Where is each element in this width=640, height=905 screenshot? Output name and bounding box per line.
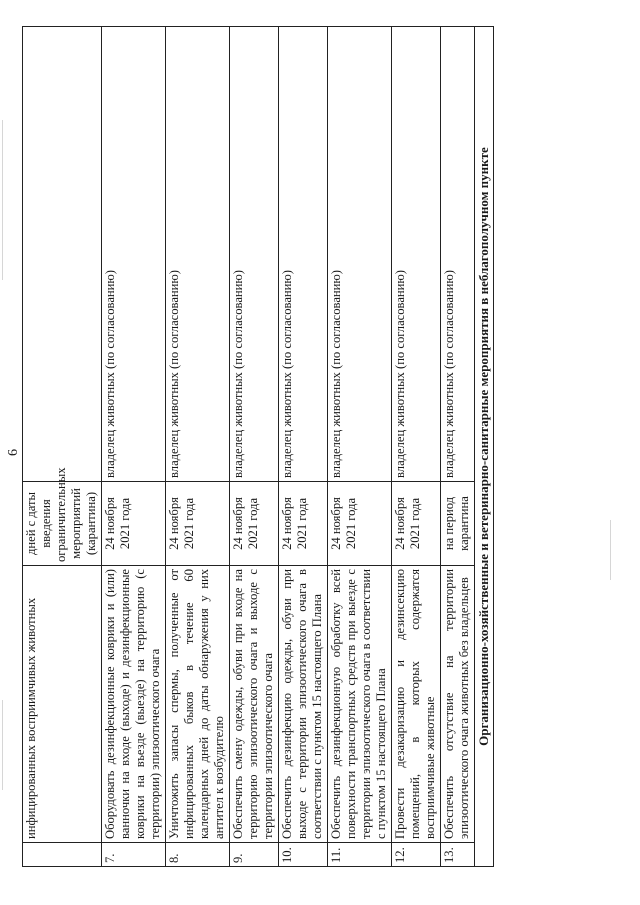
cell-number: 9. — [230, 843, 279, 867]
cell-number: 11. — [328, 843, 392, 867]
table-row — [441, 27, 475, 867]
cell-number: 10. — [279, 843, 328, 867]
cell-date: 24 ноября 2021 года — [392, 482, 441, 566]
table-row-continuation — [23, 27, 102, 867]
table-row — [166, 27, 230, 867]
cell-responsible: владелец животных (по согласованию) — [279, 27, 328, 482]
cell-number — [23, 843, 102, 867]
cell-task: инфицированных восприимчивых животных — [23, 566, 102, 843]
cell-date: 24 ноября 2021 года — [230, 482, 279, 566]
cell-task: Оборудовать дезинфекционные коврики и (или) ванночки на входе (выходе) и дезинфекционные коврики на въезде (выезде) на территорию (с территории) эпизоотического очага — [102, 566, 166, 843]
cell-number: 13. — [441, 843, 475, 867]
cell-task: Уничтожить запасы спермы, полученные от инфицированных быков в течение 60 календарных дней до даты обнаружения у них антител к возбудителю — [166, 566, 230, 843]
cell-date: 24 ноября 2021 года — [328, 482, 392, 566]
scan-mark — [610, 520, 611, 580]
cell-date: 24 ноября 2021 года — [102, 482, 166, 566]
page-number: 6 — [6, 449, 21, 456]
cell-task: Обеспечить смену одежды, обуви при входе на территорию эпизоотического очага и выходе с территории эпизоотического очага — [230, 566, 279, 843]
cell-number: 8. — [166, 843, 230, 867]
cell-responsible: владелец животных (по согласованию) — [230, 27, 279, 482]
cell-task: Обеспечить дезинфекционную обработку всей поверхности транспортных средств при выезде с территории эпизоотического очага в соответствии с пунктом 15 настоящего Плана — [328, 566, 392, 843]
scan-mark — [2, 700, 3, 790]
cell-date: 24 ноября 2021 года — [166, 482, 230, 566]
cell-responsible: владелец животных (по согласованию) — [166, 27, 230, 482]
cell-date: 24 ноября 2021 года — [279, 482, 328, 566]
cell-responsible — [23, 27, 102, 482]
plan-table-body — [23, 27, 494, 867]
table-row — [328, 27, 392, 867]
cell-task: Обеспечить отсутствие на территории эпизоотического очага животных без владельцев — [441, 566, 475, 843]
table-row — [279, 27, 328, 867]
cell-task: Обеспечить дезинфекцию одежды, обуви при выходе с территории эпизоотического очага в соответствии с пунктом 15 настоящего Плана — [279, 566, 328, 843]
cell-task: Провести дезакаризацию и дезинсекцию помещений, в которых содержатся восприимчивые животные — [392, 566, 441, 843]
section-heading-row — [475, 27, 494, 867]
cell-responsible: владелец животных (по согласованию) — [392, 27, 441, 482]
section-heading: Организационно-хозяйственные и ветеринарно-санитарные мероприятия в неблагополучном пункте — [475, 27, 494, 867]
plan-table — [22, 26, 494, 867]
cell-responsible: владелец животных (по согласованию) — [102, 27, 166, 482]
cell-number: 7. — [102, 843, 166, 867]
scan-mark — [2, 120, 3, 280]
cell-responsible: владелец животных (по согласованию) — [441, 27, 475, 482]
cell-number: 12. — [392, 843, 441, 867]
table-row — [392, 27, 441, 867]
cell-responsible: владелец животных (по согласованию) — [328, 27, 392, 482]
cell-date: дней с даты введения ограничительных мероприятий (карантина) — [23, 482, 102, 566]
cell-date: на период карантина — [441, 482, 475, 566]
table-row — [102, 27, 166, 867]
table-row — [230, 27, 279, 867]
